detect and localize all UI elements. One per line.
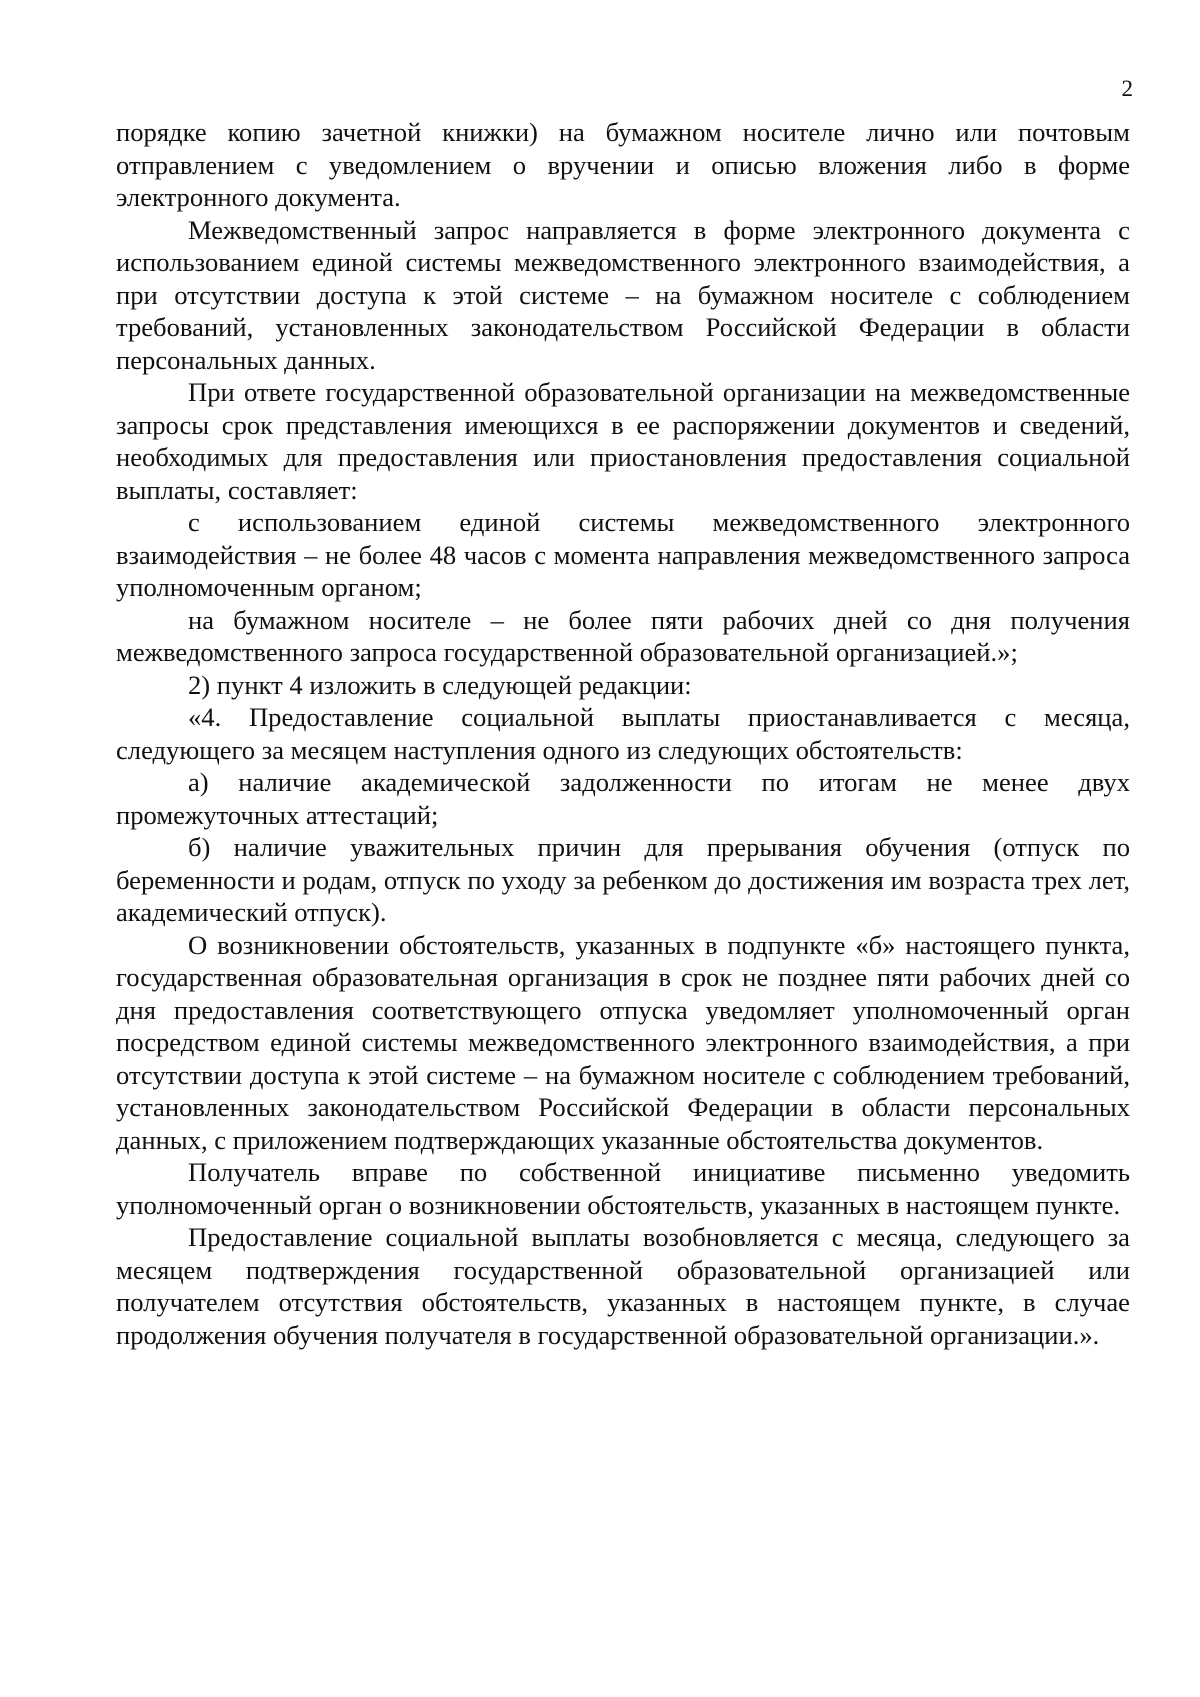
paragraph-1: порядке копию зачетной книжки) на бумажном носителе лично или почтовым отправлением с уведомлением о вручении и описью вложения либо в форме электронного документа. [116, 117, 1130, 212]
paragraph-4: с использованием единой системы межведомственного электронного взаимодействия – не более 48 часов с момента направления межведомственного запроса уполномоченным органом; [116, 507, 1130, 602]
paragraph-12: Предоставление социальной выплаты возобновляется с месяца, следующего за месяцем подтверждения государственной образовательной организацией или получателем отсутствия обстоятельств, указанных в настоящем пункте, в случае продолжения обучения получателя в государственной образовательной организации.». [116, 1222, 1130, 1350]
paragraph-7: «4. Предоставление социальной выплаты приостанавливается с месяца, следующего за месяцем наступления одного из следующих обстоятельств: [116, 702, 1130, 765]
paragraph-11: Получатель вправе по собственной инициативе письменно уведомить уполномоченный орган о возникновении обстоятельств, указанных в настоящем пункте. [116, 1157, 1130, 1220]
page-number: 2 [1121, 76, 1133, 101]
document-body [116, 116, 1130, 1351]
paragraph-5: на бумажном носителе – не более пяти рабочих дней со дня получения межведомственного запроса государственной образовательной организацией.»; [116, 604, 1130, 667]
paragraph-8: а) наличие академической задолженности по итогам не менее двух промежуточных аттестаций; [116, 767, 1130, 830]
paragraph-3: При ответе государственной образовательной организации на межведомственные запросы срок представления имеющихся в ее распоряжении документов и сведений, необходимых для предоставления или приостановления предоставления социальной выплаты, составляет: [116, 377, 1130, 505]
paragraph-9: б) наличие уважительных причин для прерывания обучения (отпуск по беременности и родам, отпуск по уходу за ребенком до достижения им возраста трех лет, академический отпуск). [116, 832, 1130, 927]
paragraph-10: О возникновении обстоятельств, указанных в подпункте «б» настоящего пункта, государственная образовательная организация в срок не позднее пяти рабочих дней со дня предоставления соответствующего отпуска уведомляет уполномоченный орган посредством единой системы межведомственного электронного взаимодействия, а при отсутствии доступа к этой системе – на бумажном носителе с соблюдением требований, установленных законодательством Российской Федерации в области персональных данных, с приложением подтверждающих указанные обстоятельства документов. [116, 929, 1130, 1155]
paragraph-6: 2) пункт 4 изложить в следующей редакции: [188, 669, 692, 700]
paragraph-2: Межведомственный запрос направляется в форме электронного документа с использованием единой системы межведомственного электронного взаимодействия, а при отсутствии доступа к этой системе – на бумажном носителе с соблюдением требований, установленных законодательством Российской Федерации в области персональных данных. [116, 214, 1130, 375]
